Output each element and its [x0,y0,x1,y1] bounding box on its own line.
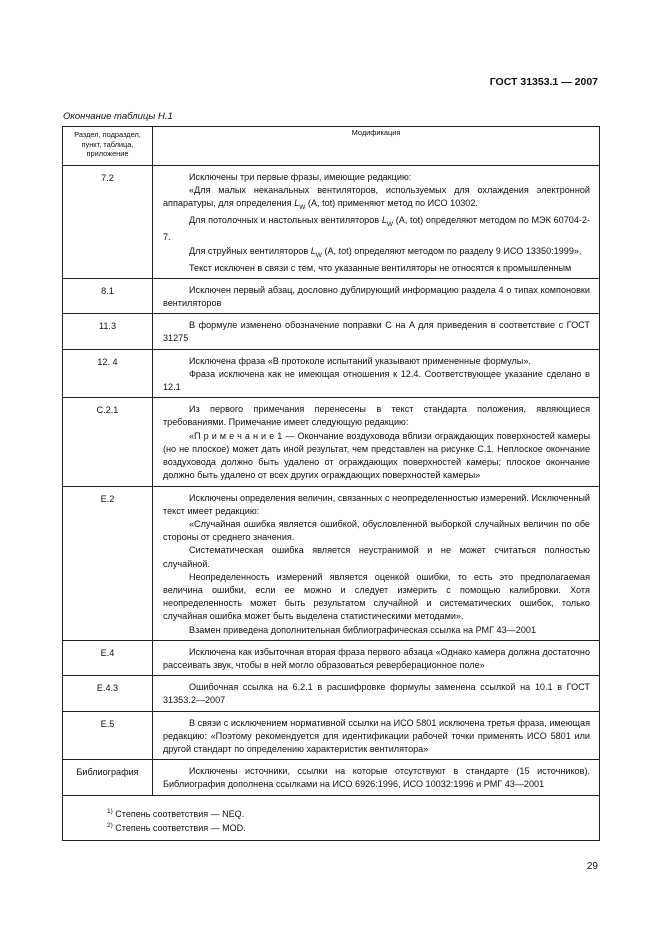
footnote-mark: 2) [107,822,113,830]
row-modification [153,676,600,711]
modifications-table [62,126,600,841]
table-header-row [63,127,600,166]
modification-paragraph: Взамен приведена дополнительная библиографическая ссылка на РМГ 43—2001 [189,624,537,635]
row-section: Е.2 [63,486,153,640]
modification-paragraph: Систематическая ошибка является неустранимой и не может считаться полностью случайной. [163,545,590,569]
modification-paragraph: «Для малых неканальных вентиляторов, используемых для охлаждения электронной аппаратуры, для определения $L_W$ (A, tot) применяют метод по ИСО 10302. [163,185,590,212]
row-section: Е.4.3 [63,676,153,711]
document-number: ГОСТ 31353.1 — 2007 [489,76,598,88]
row-section: Е.4 [63,640,153,675]
footnote-1 [107,806,599,821]
row-modification [153,398,600,486]
row-modification [153,349,600,398]
table-row [63,711,600,760]
row-modification [153,314,600,349]
row-section: Библиография [63,760,153,795]
row-modification [153,711,600,760]
row-modification [153,640,600,675]
table-row [63,314,600,349]
row-section: 8.1 [63,278,153,313]
table-body [63,166,600,796]
row-section: 12. 4 [63,349,153,398]
modification-paragraph: «П р и м е ч а н и е 1 — Окончание воздуховода вблизи ограждающих поверхностей камеры (но не плоское) может дать иной результат, чем представлен на рисунке С.1. Неплоское окончание воздуховода должно быть удалено от ограждающих поверхностей камеры; плоское окончание должно быть удалено от всех других ограждающих поверхностей камеры» [163,430,590,481]
modification-paragraph: «Случайная ошибка является ошибкой, обусловленной выборкой случайных величин по обе стороны от среднего значения. [163,518,590,543]
modification-paragraph: Текст исключен в связи с тем, что указанные вентиляторы не относятся к промышленным [189,262,572,273]
col-section-header: Раздел, подраздел, пункт, таблица, приложение [63,127,153,166]
modification-paragraph: Фраза исключена как не имеющая отношения к 12.4. Соответствующее указание сделано в 12.1 [163,368,590,393]
table-row [63,278,600,313]
modification-paragraph: В связи с исключением нормативной ссылки на ИСО 5801 исключена третья фраза, имеющая редакцию: «Поэтому рекомендуется для идентификации рабочей точки применять ИСО 5801 или другой стандарт по определению характеристик вентилятора» [163,717,590,754]
modification-paragraph: Исключен первый абзац, дословно дублирующий информацию раздела 4 о типах компоновки вентиляторов [163,284,590,309]
row-modification [153,278,600,313]
footnote-text: Степень соответствия — MOD. [115,823,246,834]
row-modification [153,166,600,279]
modification-paragraph: Неопределенность измерений является оценкой ошибки, то есть это предполагаемая величина ошибки, если ее можно и следует измерить с помощью калибровки. Хотя неопределенность может быть результатом случайной и систематических ошибок, только случайная ошибка может быть выделена статистическими методами». [163,571,590,622]
page-number: 29 [586,861,598,872]
row-section: 7.2 [63,166,153,279]
row-section: 11.3 [63,314,153,349]
table-row [63,349,600,398]
row-section: C.2.1 [63,398,153,486]
modification-paragraph: Из первого примечания перенесены в текст стандарта положения, являющиеся требованиями. Примечание имеет следующую редакцию: [163,404,590,428]
modification-paragraph: Для струйных вентиляторов $L_W$ (A, tot) определяют методом по разделу 9 ИСО 13350:1999». [189,245,582,259]
modification-paragraph: Исключена фраза «В протоколе испытаний указывают примененные формулы». [189,355,531,366]
row-section: Е.5 [63,711,153,760]
footnotes [63,795,600,840]
row-modification [153,760,600,795]
table-row [63,486,600,640]
modification-paragraph: Исключены источники, ссылки на которые отсутствуют в стандарте (15 источников). Библиография дополнена ссылками на ИСО 6926:1996, ИСО 10032:1996 и РМГ 43—2001 [163,766,590,790]
footnotes-row [63,795,600,840]
footnote-mark: 1) [107,807,113,815]
modification-paragraph: Исключена как избыточная вторая фраза первого абзаца «Однако камера должна достаточно рассеивать звук, чтобы в ней могло образоваться реверберационное поле» [163,646,590,670]
col-modification-header: Модификация [153,127,600,166]
table-row [63,676,600,711]
modification-paragraph: Для потолочных и настольных вентиляторов $L_W$ (A, tot) определяют методом по МЭК 60704-2-7. [163,215,590,243]
row-modification [153,486,600,640]
footnote-text: Степень соответствия — NEQ. [115,808,245,819]
table-row [63,166,600,279]
table-row [63,398,600,486]
table-row [63,640,600,675]
modification-paragraph: В формуле изменено обозначение поправки C на A для приведения в соответствие с ГОСТ 31275 [163,320,590,344]
table-caption: Окончание таблицы Н.1 [63,111,173,122]
modification-paragraph: Ошибочная ссылка на 6.2.1 в расшифровке формулы заменена ссылкой на 10.1 в ГОСТ 31353.2—2007 [163,682,590,706]
modification-paragraph: Исключены три первые фразы, имеющие редакцию: [189,172,412,182]
footnote-2 [107,820,599,835]
table-row [63,760,600,795]
modification-paragraph: Исключены определения величин, связанных с неопределенностью измерений. Исключенный текст имеет редакцию: [163,492,590,516]
